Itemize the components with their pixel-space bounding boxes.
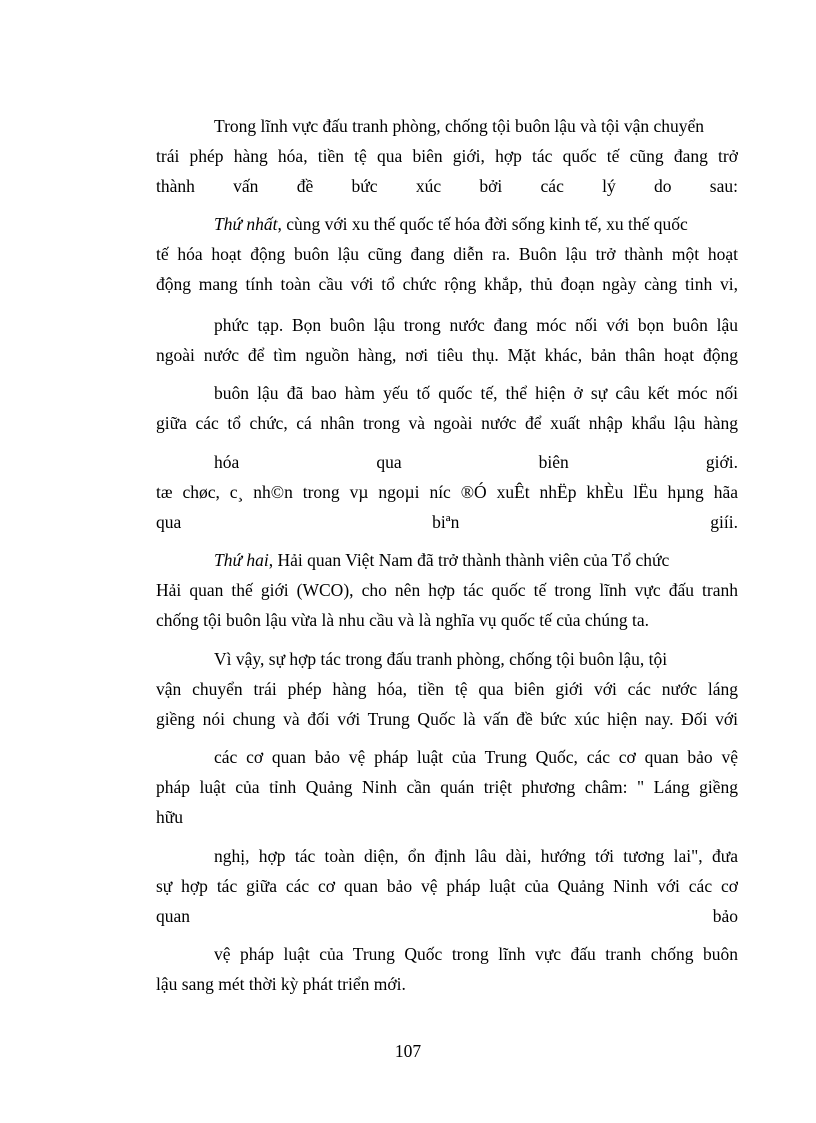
text-line: ngoài nước để tìm nguồn hàng, nơi tiêu thụ. Mặt khác, bản thân hoạt động: [156, 345, 738, 365]
text-line: giữa các tổ chức, cá nhân trong và ngoài nước để xuất nhập khẩu lậu hàng: [156, 413, 738, 433]
text-line: tæ chøc, c¸ nh©n trong vµ ngoµi níc ®Ó xuÊt nhËp khÈu lËu hµng hãa: [156, 482, 738, 502]
text-run: , cùng với xu thế quốc tế hóa đời sống kinh tế, xu thế quốc: [277, 214, 688, 234]
text-line: vệ pháp luật của Trung Quốc trong lĩnh vực đấu tranh chống buôn: [214, 944, 738, 964]
text-line: động mang tính toàn cầu với tổ chức rộng khắp, thủ đoạn ngày càng tinh vi,: [156, 274, 738, 294]
text-line: phức tạp. Bọn buôn lậu trong nước đang móc nối với bọn buôn lậu: [214, 315, 738, 335]
page-number: 107: [394, 1041, 422, 1061]
text-line: các cơ quan bảo vệ pháp luật của Trung Quốc, các cơ quan bảo vệ: [214, 747, 738, 767]
text-line: giềng nói chung và đối với Trung Quốc là vấn đề bức xúc hiện nay. Đối với: [156, 709, 738, 729]
text-line: Hải quan thế giới (WCO), cho nên hợp tác quốc tế trong lĩnh vực đấu tranh: [156, 580, 738, 600]
text-line: thành vấn đề bức xúc bởi các lý do sau:: [156, 176, 738, 196]
text-line: lậu sang mét thời kỳ phát triển mới.: [156, 974, 406, 994]
text-run: , Hải quan Việt Nam đã trở thành thành viên của Tổ chức: [268, 550, 670, 570]
text-line: buôn lậu đã bao hàm yếu tố quốc tế, thể hiện ở sự câu kết móc nối: [214, 383, 738, 403]
text-line: Vì vậy, sự hợp tác trong đấu tranh phòng, chống tội buôn lậu, tội: [214, 649, 668, 669]
text-line: Trong lĩnh vực đấu tranh phòng, chống tội buôn lậu và tội vận chuyển: [214, 116, 705, 136]
text-line: [214, 213, 738, 235]
text-line: chống tội buôn lậu vừa là nhu cầu và là nghĩa vụ quốc tế của chúng ta.: [156, 610, 650, 630]
text-line: nghị, hợp tác toàn diện, ổn định lâu dài, hướng tới tương lai", đưa: [214, 846, 738, 866]
lead-term: Thứ hai: [214, 550, 269, 570]
lead-term: Thứ nhất: [214, 214, 278, 234]
text-line: pháp luật của tỉnh Quảng Ninh cần quán triệt phương châm: " Láng giềng: [156, 777, 738, 797]
text-line: quan bảo: [156, 906, 738, 926]
text-line: vận chuyển trái phép hàng hóa, tiền tệ qua biên giới với các nước láng: [156, 679, 738, 699]
text-line: hữu: [156, 807, 183, 827]
text-line: trái phép hàng hóa, tiền tệ qua biên giới, hợp tác quốc tế cũng đang trở: [156, 146, 738, 166]
text-line: tế hóa hoạt động buôn lậu cũng đang diễn ra. Buôn lậu trở thành một hoạt: [156, 244, 738, 264]
text-line: hóa qua biên giới.: [214, 452, 738, 472]
text-line: sự hợp tác giữa các cơ quan bảo vệ pháp luật của Quảng Ninh với các cơ: [156, 876, 738, 896]
text-line: [214, 549, 738, 571]
text-line: qua biªn giíi.: [156, 512, 738, 532]
